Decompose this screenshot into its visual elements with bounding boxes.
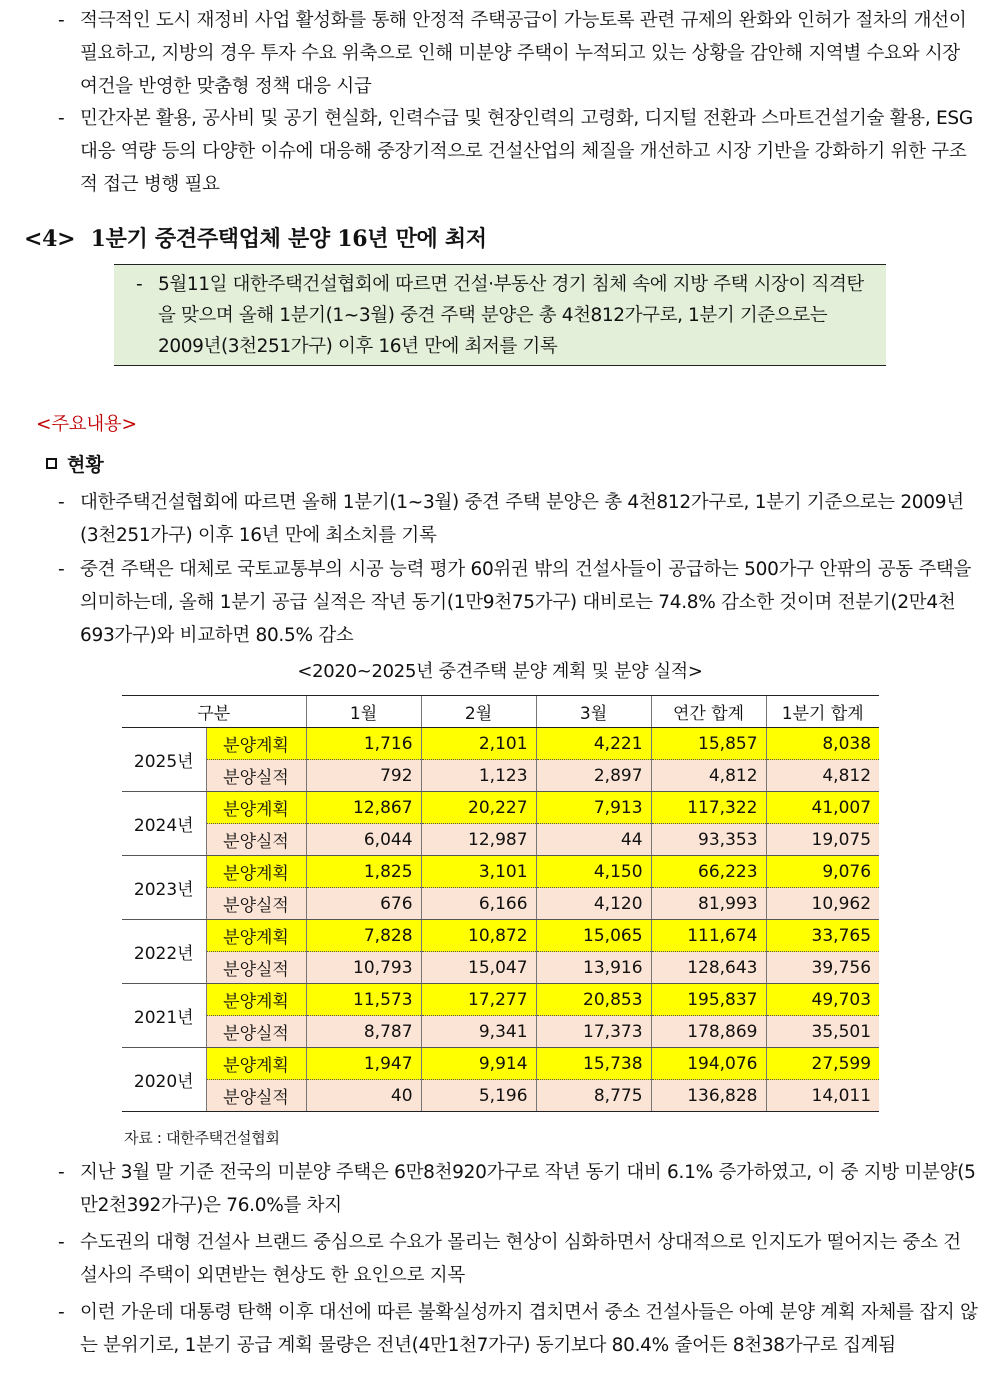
header-jan: 1월 bbox=[306, 696, 421, 728]
table-header-row bbox=[122, 696, 879, 728]
table-cell: 8,775 bbox=[536, 1080, 651, 1112]
section-heading bbox=[24, 222, 487, 253]
table-cell: 9,341 bbox=[421, 1016, 536, 1048]
table-cell: 117,322 bbox=[651, 792, 766, 824]
table-cell: 20,227 bbox=[421, 792, 536, 824]
table-cell: 1,716 bbox=[306, 728, 421, 760]
row-kind-plan: 분양계획 bbox=[206, 920, 306, 952]
table-cell: 195,837 bbox=[651, 984, 766, 1016]
row-kind-actual: 분양실적 bbox=[206, 888, 306, 920]
row-kind-plan: 분양계획 bbox=[206, 856, 306, 888]
table-cell: 15,047 bbox=[421, 952, 536, 984]
table-row bbox=[122, 888, 879, 920]
table-cell: 1,123 bbox=[421, 760, 536, 792]
table-source: 자료 : 대한주택건설협회 bbox=[124, 1129, 280, 1147]
row-kind-plan: 분양계획 bbox=[206, 792, 306, 824]
row-year: 2022년 bbox=[122, 920, 206, 984]
table-cell: 178,869 bbox=[651, 1016, 766, 1048]
table-cell: 10,962 bbox=[766, 888, 879, 920]
row-kind-plan: 분양계획 bbox=[206, 1048, 306, 1080]
table-cell: 6,044 bbox=[306, 824, 421, 856]
table-cell: 14,011 bbox=[766, 1080, 879, 1112]
row-kind-actual: 분양실적 bbox=[206, 824, 306, 856]
summary-box: - 5월11일 대한주택건설협회에 따르면 건설·부동산 경기 침체 속에 지방 주택 시장이 직격탄을 맞으며 올해 1분기(1~3월) 중견 주택 분양은 총 4천812가구로, 1분기 기준으로는 2009년(3천251가구) 이후 16년 만에 최저를 기록 bbox=[114, 264, 886, 366]
row-kind-actual: 분양실적 bbox=[206, 952, 306, 984]
header-feb: 2월 bbox=[421, 696, 536, 728]
table-cell: 4,812 bbox=[766, 760, 879, 792]
table-cell: 11,573 bbox=[306, 984, 421, 1016]
table-cell: 792 bbox=[306, 760, 421, 792]
table-cell: 1,947 bbox=[306, 1048, 421, 1080]
status-bullet-1: - 대한주택건설협회에 따르면 올해 1분기(1~3월) 중견 주택 분양은 총 4천812가구로, 1분기 기준으로는 2009년(3천251가구) 이후 16년 만에 최소치를 기록 bbox=[58, 492, 964, 546]
table-cell: 7,828 bbox=[306, 920, 421, 952]
table-cell: 5,196 bbox=[421, 1080, 536, 1112]
table-cell: 194,076 bbox=[651, 1048, 766, 1080]
table-cell: 4,221 bbox=[536, 728, 651, 760]
table-row bbox=[122, 920, 879, 952]
table-cell: 39,756 bbox=[766, 952, 879, 984]
table-row bbox=[122, 1080, 879, 1112]
table-row bbox=[122, 760, 879, 792]
table-cell: 49,703 bbox=[766, 984, 879, 1016]
table-cell: 9,076 bbox=[766, 856, 879, 888]
table-row bbox=[122, 952, 879, 984]
square-bullet-icon bbox=[46, 458, 57, 469]
table-cell: 10,872 bbox=[421, 920, 536, 952]
table-cell: 8,787 bbox=[306, 1016, 421, 1048]
row-kind-actual: 분양실적 bbox=[206, 1016, 306, 1048]
table-cell: 128,643 bbox=[651, 952, 766, 984]
table-row bbox=[122, 856, 879, 888]
main-content-label: <주요내용> bbox=[36, 414, 137, 435]
closing-bullet-1: - 지난 3월 말 기준 전국의 미분양 주택은 6만8천920가구로 작년 동기 대비 6.1% 증가하였고, 이 중 지방 미분양(5만2천392가구)은 76.0%를 차지 bbox=[58, 1162, 976, 1216]
table-cell: 3,101 bbox=[421, 856, 536, 888]
table-cell: 2,897 bbox=[536, 760, 651, 792]
table-cell: 4,812 bbox=[651, 760, 766, 792]
closing-bullet-2: - 수도권의 대형 건설사 브랜드 중심으로 수요가 몰리는 현상이 심화하면서 상대적으로 인지도가 떨어지는 중소 건설사의 주택이 외면받는 현상도 한 요인으로 지목 bbox=[58, 1232, 961, 1286]
table-cell: 12,987 bbox=[421, 824, 536, 856]
table-cell: 19,075 bbox=[766, 824, 879, 856]
row-year: 2025년 bbox=[122, 728, 206, 792]
table-row bbox=[122, 824, 879, 856]
table-cell: 1,825 bbox=[306, 856, 421, 888]
table-cell: 8,038 bbox=[766, 728, 879, 760]
intro-bullet-2: - 민간자본 활용, 공사비 및 공기 현실화, 인력수급 및 현장인력의 고령화, 디지털 전환과 스마트건설기술 활용, ESG 대응 역량 등의 다양한 이슈에 대응해 중장기적으로 건설산업의 체질을 개선하고 시장 기반을 강화하기 위한 구조적 접근 병행 필요 bbox=[58, 108, 973, 195]
table-cell: 13,916 bbox=[536, 952, 651, 984]
table-cell: 9,914 bbox=[421, 1048, 536, 1080]
table-cell: 7,913 bbox=[536, 792, 651, 824]
table-cell: 93,353 bbox=[651, 824, 766, 856]
table-row bbox=[122, 1016, 879, 1048]
table-row bbox=[122, 728, 879, 760]
row-year: 2021년 bbox=[122, 984, 206, 1048]
table-cell: 44 bbox=[536, 824, 651, 856]
table-title: <2020~2025년 중견주택 분양 계획 및 분양 실적> bbox=[297, 661, 703, 682]
table-cell: 676 bbox=[306, 888, 421, 920]
status-bullet-2: - 중견 주택은 대체로 국토교통부의 시공 능력 평가 60위권 밖의 건설사들이 공급하는 500가구 안팎의 공동 주택을 의미하는데, 올해 1분기 공급 실적은 작년 동기(1만9천75가구) 대비로는 74.8% 감소한 것이며 전분기(2만4천693가구)와 비교하면 80.5% 감소 bbox=[58, 559, 972, 646]
row-year: 2024년 bbox=[122, 792, 206, 856]
table-cell: 15,065 bbox=[536, 920, 651, 952]
row-kind-plan: 분양계획 bbox=[206, 984, 306, 1016]
table-cell: 27,599 bbox=[766, 1048, 879, 1080]
table-row bbox=[122, 984, 879, 1016]
table-row bbox=[122, 792, 879, 824]
table-cell: 10,793 bbox=[306, 952, 421, 984]
header-q1-total: 1분기 합계 bbox=[766, 696, 879, 728]
table-cell: 2,101 bbox=[421, 728, 536, 760]
row-kind-actual: 분양실적 bbox=[206, 1080, 306, 1112]
summary-text: 5월11일 대한주택건설협회에 따르면 건설·부동산 경기 침체 속에 지방 주택 시장이 직격탄을 맞으며 올해 1분기(1~3월) 중견 주택 분양은 총 4천812가구로, 1분기 기준으로는 2009년(3천251가구) 이후 16년 만에 최저를 기록 bbox=[158, 274, 864, 357]
table-cell: 4,150 bbox=[536, 856, 651, 888]
table-cell: 111,674 bbox=[651, 920, 766, 952]
table-cell: 81,993 bbox=[651, 888, 766, 920]
closing-bullet-3: - 이런 가운데 대통령 탄핵 이후 대선에 따른 불확실성까지 겹치면서 중소 건설사들은 아예 분양 계획 자체를 잡지 않는 분위기로, 1분기 공급 계획 물량은 전년(4만1천7가구) 동기보다 80.4% 줄어든 8천38가구로 집계됨 bbox=[58, 1302, 978, 1356]
section-title: 1분기 중견주택업체 분양 16년 만에 최저 bbox=[90, 226, 487, 252]
row-year: 2020년 bbox=[122, 1048, 206, 1112]
table-cell: 15,738 bbox=[536, 1048, 651, 1080]
table-cell: 41,007 bbox=[766, 792, 879, 824]
table-cell: 35,501 bbox=[766, 1016, 879, 1048]
table-cell: 12,867 bbox=[306, 792, 421, 824]
table-cell: 20,853 bbox=[536, 984, 651, 1016]
intro-bullet-1: - 적극적인 도시 재정비 사업 활성화를 통해 안정적 주택공급이 가능토록 관련 규제의 완화와 인허가 절차의 개선이 필요하고, 지방의 경우 투자 수요 위축으로 인해 미분양 주택이 누적되고 있는 상황을 감안해 지역별 수요와 시장 여건을 반영한 맞춤형 정책 대응 시급 bbox=[58, 10, 967, 97]
section-number: <4> bbox=[24, 226, 76, 252]
header-mar: 3월 bbox=[536, 696, 651, 728]
row-year: 2023년 bbox=[122, 856, 206, 920]
table-cell: 6,166 bbox=[421, 888, 536, 920]
table-cell: 40 bbox=[306, 1080, 421, 1112]
table-cell: 17,373 bbox=[536, 1016, 651, 1048]
table-cell: 33,765 bbox=[766, 920, 879, 952]
row-kind-actual: 분양실적 bbox=[206, 760, 306, 792]
table-cell: 17,277 bbox=[421, 984, 536, 1016]
table-cell: 66,223 bbox=[651, 856, 766, 888]
table-cell: 15,857 bbox=[651, 728, 766, 760]
header-annual-total: 연간 합계 bbox=[651, 696, 766, 728]
status-heading: 현황 bbox=[46, 450, 104, 477]
table-cell: 4,120 bbox=[536, 888, 651, 920]
table-cell: 136,828 bbox=[651, 1080, 766, 1112]
header-category: 구분 bbox=[122, 696, 306, 728]
table-row bbox=[122, 1048, 879, 1080]
housing-supply-table bbox=[122, 695, 879, 1112]
row-kind-plan: 분양계획 bbox=[206, 728, 306, 760]
